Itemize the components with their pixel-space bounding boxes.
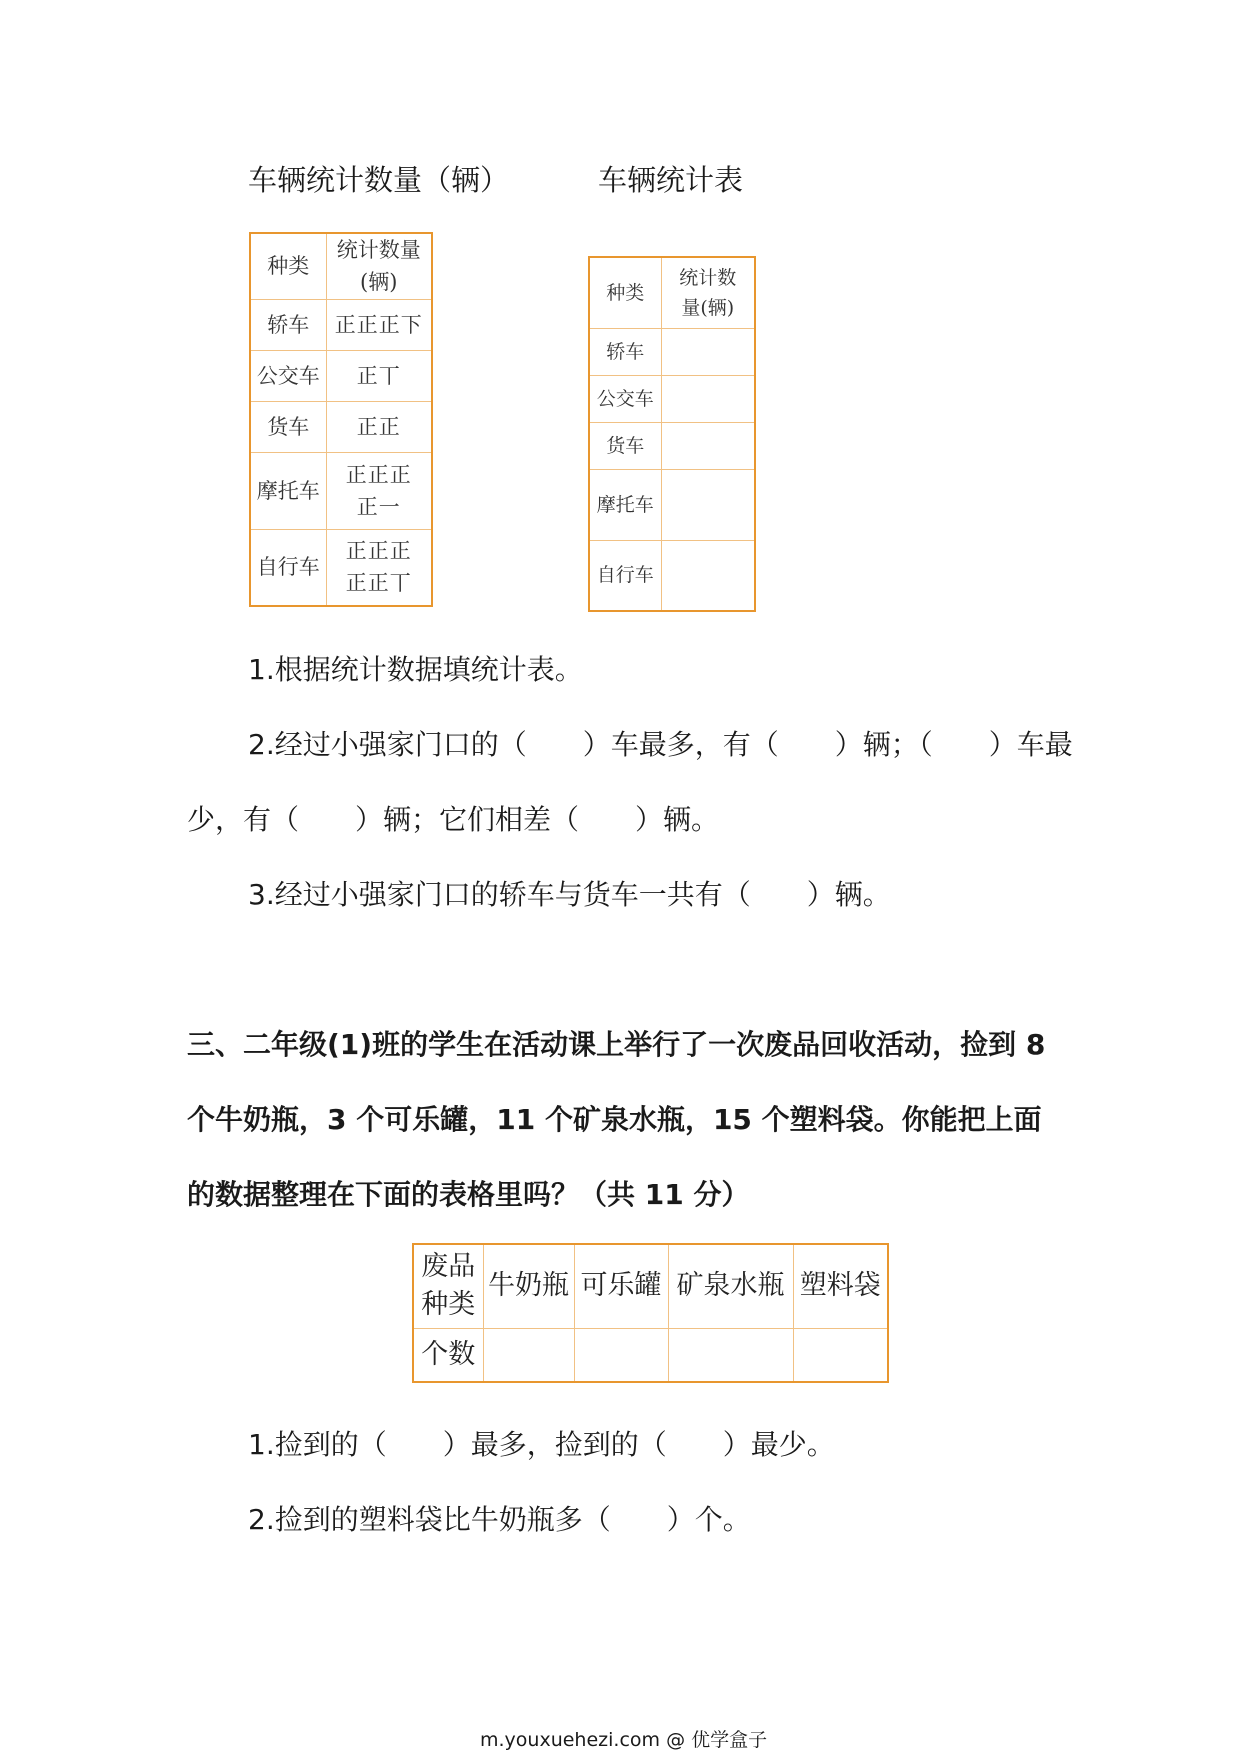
stats-count-cell[interactable] <box>661 422 755 469</box>
tally-row-type: 轿车 <box>250 299 326 350</box>
stats-count-cell[interactable] <box>661 375 755 422</box>
count-cell[interactable] <box>483 1328 574 1382</box>
stats-row-type: 公交车 <box>589 375 661 422</box>
stats-count-cell[interactable] <box>661 469 755 540</box>
waste-item: 矿泉水瓶 <box>668 1244 793 1328</box>
waste-table <box>412 1243 889 1383</box>
count-cell[interactable] <box>668 1328 793 1382</box>
section-3-line-1: 三、二年级(1)班的学生在活动课上举行了一次废品回收活动，捡到 8 <box>187 1028 1046 1061</box>
waste-item: 塑料袋 <box>793 1244 888 1328</box>
question-2-cont: 少，有（ ）辆；它们相差（ ）辆。 <box>187 803 720 836</box>
stats-row-type: 轿车 <box>589 328 661 375</box>
section-3-line-3: 的数据整理在下面的表格里吗？（共 11 分） <box>187 1178 750 1211</box>
stats-count-cell[interactable] <box>661 540 755 611</box>
stats-title: 车辆统计表 <box>598 163 744 197</box>
question-3: 3.经过小强家门口的轿车与货车一共有（ ）辆。 <box>248 878 891 911</box>
stats-table <box>588 256 756 612</box>
tally-title: 车辆统计数量（辆） <box>248 163 510 197</box>
question-3-2: 2.捡到的塑料袋比牛奶瓶多（ ）个。 <box>248 1503 751 1536</box>
count-label: 个数 <box>413 1328 483 1382</box>
tally-row-marks: 正正正正正丅 <box>326 529 432 606</box>
count-cell[interactable] <box>574 1328 668 1382</box>
tally-row-marks: 正正 <box>326 401 432 452</box>
waste-item: 可乐罐 <box>574 1244 668 1328</box>
count-cell[interactable] <box>793 1328 888 1382</box>
tally-table <box>249 232 433 607</box>
question-3-1: 1.捡到的（ ）最多，捡到的（ ）最少。 <box>248 1428 835 1461</box>
waste-item: 牛奶瓶 <box>483 1244 574 1328</box>
header-count: 统计数量(辆) <box>326 233 432 299</box>
tally-row-type: 公交车 <box>250 350 326 401</box>
header-type: 种类 <box>250 233 326 299</box>
tally-row-marks: 正正正正一 <box>326 452 432 529</box>
question-1: 1.根据统计数据填统计表。 <box>248 653 583 686</box>
header-count: 统计数量(辆) <box>661 257 755 328</box>
tally-row-type: 货车 <box>250 401 326 452</box>
tally-row-type: 自行车 <box>250 529 326 606</box>
header-type: 种类 <box>589 257 661 328</box>
waste-header: 废品种类 <box>413 1244 483 1328</box>
stats-row-type: 货车 <box>589 422 661 469</box>
tally-row-marks: 正正正下 <box>326 299 432 350</box>
section-3-line-2: 个牛奶瓶，3 个可乐罐，11 个矿泉水瓶，15 个塑料袋。你能把上面 <box>187 1103 1042 1136</box>
tally-row-marks: 正丅 <box>326 350 432 401</box>
stats-count-cell[interactable] <box>661 328 755 375</box>
question-2: 2.经过小强家门口的（ ）车最多，有（ ）辆；（ ）车最 <box>248 728 1073 761</box>
tally-row-type: 摩托车 <box>250 452 326 529</box>
stats-row-type: 自行车 <box>589 540 661 611</box>
footer-watermark: m.youxuehezi.com @ 优学盒子 <box>480 1729 768 1751</box>
stats-row-type: 摩托车 <box>589 469 661 540</box>
